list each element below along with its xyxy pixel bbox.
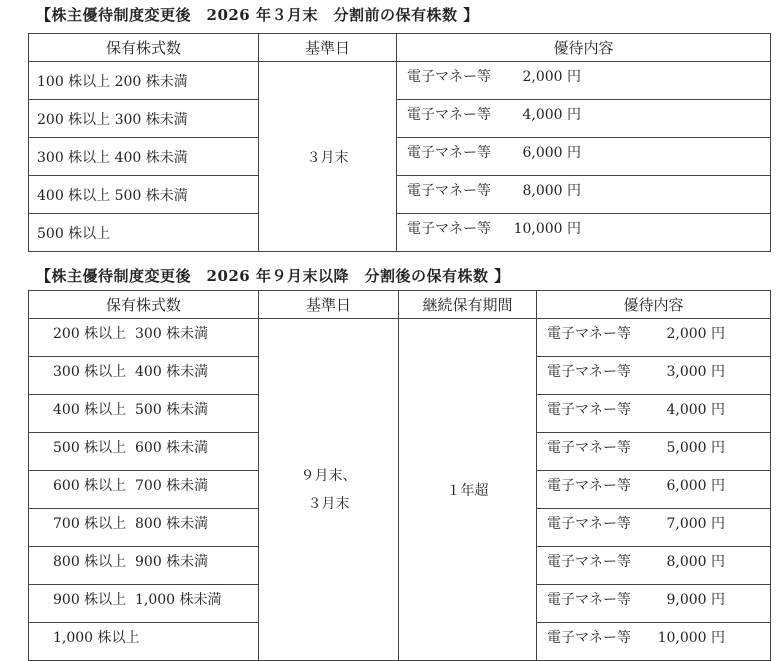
benefit-amount: 8,000 円 <box>522 183 581 199</box>
benefit-amount: 7,000 円 <box>666 516 725 532</box>
shares-cell: 200 株以上 300 株未満 <box>29 100 259 138</box>
benefit-amount: 3,000 円 <box>666 364 725 380</box>
benefit-cell <box>537 471 771 509</box>
benefit-amount: 4,000 円 <box>522 107 581 123</box>
header-holding-period: 継続保有期間 <box>399 291 537 319</box>
benefit-cell <box>397 62 771 100</box>
shares-from: 300 株以上 <box>53 364 127 380</box>
benefit-cell <box>537 433 771 471</box>
header-benefit: 優待内容 <box>537 291 771 319</box>
benefit-amount: 2,000 円 <box>666 326 725 342</box>
shares-cell <box>29 471 259 509</box>
shares-cell <box>29 509 259 547</box>
benefit-amount: 6,000 円 <box>666 478 725 494</box>
shares-cell <box>29 395 259 433</box>
shares-cell <box>29 623 259 661</box>
benefit-amount: 10,000 円 <box>657 630 725 646</box>
shares-to: 600 株未満 <box>135 440 209 456</box>
base-date-cell <box>259 319 399 661</box>
benefit-cell <box>537 395 771 433</box>
header-base-date: 基準日 <box>259 291 399 319</box>
benefit-type: 電子マネー等 <box>547 554 631 570</box>
benefit-type: 電子マネー等 <box>547 440 631 456</box>
benefit-type: 電子マネー等 <box>547 326 631 342</box>
shares-from: 900 株以上 <box>53 592 127 608</box>
benefit-type: 電子マネー等 <box>547 592 631 608</box>
benefit-cell <box>397 138 771 176</box>
shares-from: 500 株以上 <box>53 440 127 456</box>
benefit-amount: 4,000 円 <box>666 402 725 418</box>
benefit-table-before-split <box>28 33 771 252</box>
benefit-cell <box>397 214 771 252</box>
benefit-type: 電子マネー等 <box>547 364 631 380</box>
benefit-type: 電子マネー等 <box>407 183 491 199</box>
header-shares: 保有株式数 <box>29 34 259 62</box>
table1-title: 【株主優待制度変更後 2026 年３月末 分割前の保有株数 】 <box>36 6 479 24</box>
benefit-cell <box>537 585 771 623</box>
table-row <box>29 100 771 138</box>
shares-cell: 100 株以上 200 株未満 <box>29 62 259 100</box>
benefit-cell <box>537 357 771 395</box>
benefit-cell <box>397 176 771 214</box>
benefit-table-after-split <box>28 290 771 661</box>
base-date-line1: ９月末、 <box>300 467 357 484</box>
benefit-amount: 9,000 円 <box>666 592 725 608</box>
shares-from: 700 株以上 <box>53 516 127 532</box>
benefit-cell <box>397 100 771 138</box>
table-header-row <box>29 291 771 319</box>
table2-title: 【株主優待制度変更後 2026 年９月末以降 分割後の保有株数 】 <box>36 267 510 285</box>
table-row <box>29 138 771 176</box>
shares-from: 200 株以上 <box>53 326 127 342</box>
shares-to: 700 株未満 <box>135 478 209 494</box>
shares-cell <box>29 319 259 357</box>
holding-period-cell: １年超 <box>399 319 537 661</box>
shares-cell <box>29 433 259 471</box>
benefit-cell <box>537 509 771 547</box>
benefit-type: 電子マネー等 <box>407 69 491 85</box>
shares-from: 1,000 株以上 <box>53 630 140 646</box>
shares-cell: 300 株以上 400 株未満 <box>29 138 259 176</box>
benefit-cell <box>537 547 771 585</box>
benefit-amount: 8,000 円 <box>666 554 725 570</box>
shares-from: 400 株以上 <box>53 402 127 418</box>
benefit-type: 電子マネー等 <box>547 478 631 494</box>
shares-cell: 500 株以上 <box>29 214 259 252</box>
benefit-type: 電子マネー等 <box>547 630 631 646</box>
table-row <box>29 319 771 357</box>
shares-cell <box>29 585 259 623</box>
shares-cell: 400 株以上 500 株未満 <box>29 176 259 214</box>
shares-to: 1,000 株未満 <box>135 592 222 608</box>
header-benefit: 優待内容 <box>397 34 771 62</box>
benefit-amount: 6,000 円 <box>522 145 581 161</box>
benefit-type: 電子マネー等 <box>407 145 491 161</box>
shares-from: 600 株以上 <box>53 478 127 494</box>
table-row <box>29 214 771 252</box>
shares-to: 300 株未満 <box>135 326 209 342</box>
shares-from: 800 株以上 <box>53 554 127 570</box>
shares-to: 800 株未満 <box>135 516 209 532</box>
benefit-type: 電子マネー等 <box>547 516 631 532</box>
shares-to: 900 株未満 <box>135 554 209 570</box>
shares-to: 500 株未満 <box>135 402 209 418</box>
benefit-amount: 10,000 円 <box>513 221 581 237</box>
table-row <box>29 176 771 214</box>
benefit-type: 電子マネー等 <box>407 107 491 123</box>
header-base-date: 基準日 <box>259 34 397 62</box>
benefit-cell <box>537 319 771 357</box>
benefit-type: 電子マネー等 <box>407 221 491 237</box>
shares-cell <box>29 357 259 395</box>
benefit-type: 電子マネー等 <box>547 402 631 418</box>
header-shares: 保有株式数 <box>29 291 259 319</box>
table-row <box>29 62 771 100</box>
shares-cell <box>29 547 259 585</box>
table-header-row <box>29 34 771 62</box>
benefit-cell <box>537 623 771 661</box>
shares-to: 400 株未満 <box>135 364 209 380</box>
base-date-line2: ３月末 <box>307 495 350 512</box>
base-date-cell: ３月末 <box>259 62 397 252</box>
benefit-amount: 5,000 円 <box>666 440 725 456</box>
benefit-amount: 2,000 円 <box>522 69 581 85</box>
